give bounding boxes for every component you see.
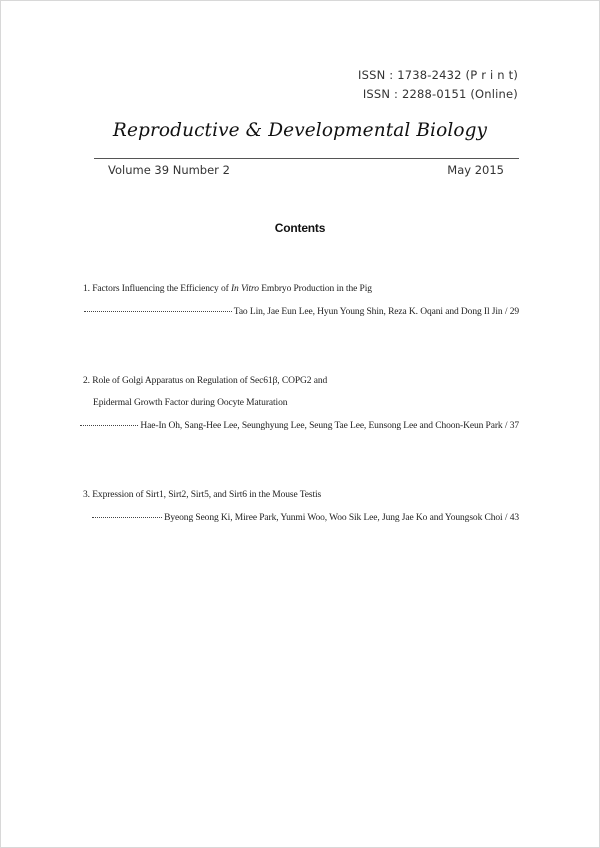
toc-entry-1-title[interactable] (83, 284, 372, 294)
page-separator: / (504, 421, 508, 431)
toc-entry-1-authors (84, 307, 519, 317)
toc-entry-2-title-cont[interactable] (93, 398, 287, 408)
header-rule (94, 158, 519, 159)
issue-date: May 2015 (447, 163, 504, 177)
entry-authors: Tao Lin, Jae Eun Lee, Hyun Young Shin, Reza K. Oqani and Dong Il Jin (233, 307, 503, 317)
toc-entry-3-authors (92, 513, 519, 523)
journal-title: Reproductive & Developmental Biology (112, 120, 488, 141)
entry-title-italic: In Vitro (230, 284, 259, 294)
entry-authors: Hae-In Oh, Sang-Hee Lee, Seunghyung Lee, Seung Tae Lee, Eunsong Lee and Choon-Keun Park (140, 421, 503, 431)
entry-title-part: Expression of Sirt1, Sirt2, Sirt5, and Sirt6 in the Mouse Testis (92, 490, 322, 500)
volume-number: Volume 39 Number 2 (108, 163, 230, 177)
page-separator: / (504, 513, 508, 523)
entry-number: 3. (83, 490, 90, 500)
leader-dots (84, 311, 232, 312)
entry-page: 43 (509, 513, 519, 523)
entry-page: 29 (509, 307, 519, 317)
page-separator: / (504, 307, 508, 317)
toc-entry-2-title[interactable] (83, 376, 327, 386)
entry-title-part: Embryo Production in the Pig (261, 284, 372, 294)
toc-entry-2-authors (80, 421, 519, 431)
entry-number: 1. (83, 284, 90, 294)
leader-dots (92, 517, 162, 518)
issn-print: ISSN : 1738-2432 (P r i n t) (358, 68, 518, 82)
entry-title-part: Factors Influencing the Efficiency of (92, 284, 229, 294)
entry-title-part: Role of Golgi Apparatus on Regulation of Sec61β, COPG2 and (92, 376, 328, 386)
entry-authors: Byeong Seong Ki, Miree Park, Yunmi Woo, Woo Sik Lee, Jung Jae Ko and Youngsok Choi (164, 513, 503, 523)
entry-page: 37 (509, 421, 519, 431)
entry-title-part: Epidermal Growth Factor during Oocyte Maturation (93, 398, 288, 408)
contents-heading: Contents (274, 221, 326, 235)
entry-number: 2. (83, 376, 90, 386)
leader-dots (80, 425, 138, 426)
issn-online: ISSN : 2288-0151 (Online) (362, 87, 518, 101)
toc-entry-3-title[interactable] (83, 490, 321, 500)
